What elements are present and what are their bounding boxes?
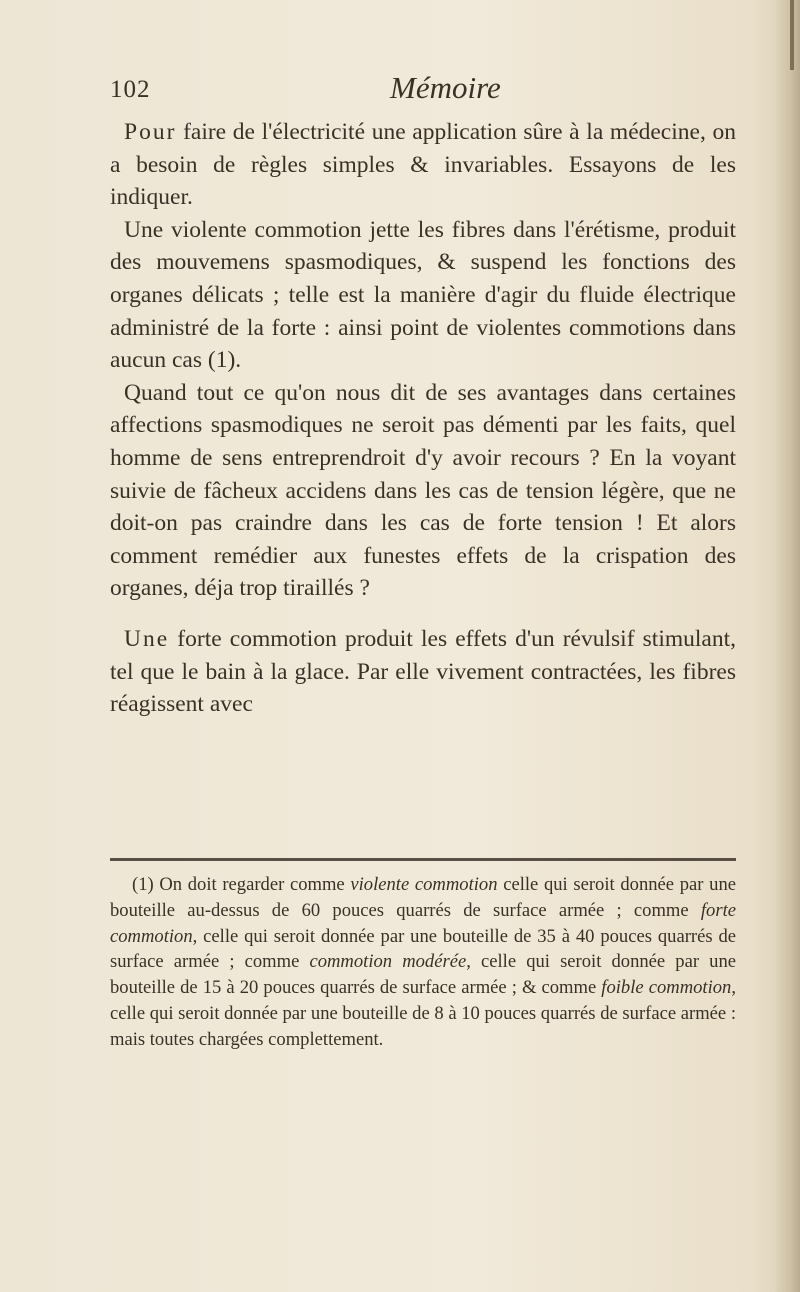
footnote-segment: , celle qui seroit donnée par une bouteille de 35 à 40 pouces quarrés de surface armée ; comme bbox=[110, 925, 736, 973]
main-text bbox=[110, 116, 736, 721]
page-header bbox=[110, 70, 720, 112]
footnote-term: violente commotion bbox=[350, 874, 498, 895]
footnote-divider bbox=[110, 858, 736, 861]
footnote-text bbox=[110, 872, 736, 1053]
footnote-term: foible commotion bbox=[601, 977, 732, 999]
paragraph-text: forte commotion produit les effets d'un révulsif stimulant, tel que le bain à la glace. Par elle vivement contractées, les fibres réagissent avec bbox=[110, 625, 736, 718]
paragraph bbox=[110, 116, 736, 214]
paragraph bbox=[110, 377, 736, 605]
footnote-segment: (1) On doit regarder comme bbox=[132, 874, 351, 895]
binding-mark bbox=[790, 0, 794, 70]
paragraph-text: Quand tout ce qu'on nous dit de ses avantages dans certaines affections spasmodiques ne seroit pas démenti par les faits, quel homme de sens entreprendroit d'y avoir recours ? En la voyant suivie de fâcheux accidens dans les cas de tension légère, que ne doit-on pas craindre dans les cas de forte tension ! Et alors comment remédier aux funestes effets de la crispation des organes, déja trop tiraillés ? bbox=[110, 379, 736, 602]
running-title: Mémoire bbox=[390, 70, 501, 105]
footnote-segment: , celle qui seroit donnée par une bouteille de 15 à 20 pouces quarrés de surface armée ; & comme bbox=[110, 951, 737, 999]
footnote-segment: , celle qui seroit donnée par une bouteille de 8 à 10 pouces quarrés de surface armée : mais toutes chargées complettement. bbox=[110, 977, 736, 1050]
paragraph-lead: Pour bbox=[124, 119, 177, 145]
footnote-segment: celle qui seroit donnée par une bouteille au-dessus de 60 pouces quarrés de surface armée ; comme bbox=[110, 874, 736, 921]
footnote-term: forte commotion bbox=[110, 899, 736, 947]
footnote-term: commotion modérée bbox=[309, 951, 467, 973]
paragraph-text: faire de l'électricité une application sûre à la médecine, on a besoin de règles simples & invariables. Essayons de les indiquer. bbox=[110, 119, 736, 211]
footnote bbox=[110, 872, 736, 1053]
page-number: 102 bbox=[110, 76, 151, 103]
paragraph bbox=[110, 623, 736, 721]
paragraph bbox=[110, 214, 736, 377]
paragraph-text: Une violente commotion jette les fibres dans l'érétisme, produit des mouvemens spasmodiques, & suspend les fonctions des organes délicats ; telle est la manière d'agir du fluide électrique administré de la forte : ainsi point de violentes commotions dans aucun cas (1). bbox=[110, 216, 736, 374]
paragraph-lead: Une bbox=[124, 625, 170, 652]
page-edge-shadow bbox=[774, 0, 800, 1292]
